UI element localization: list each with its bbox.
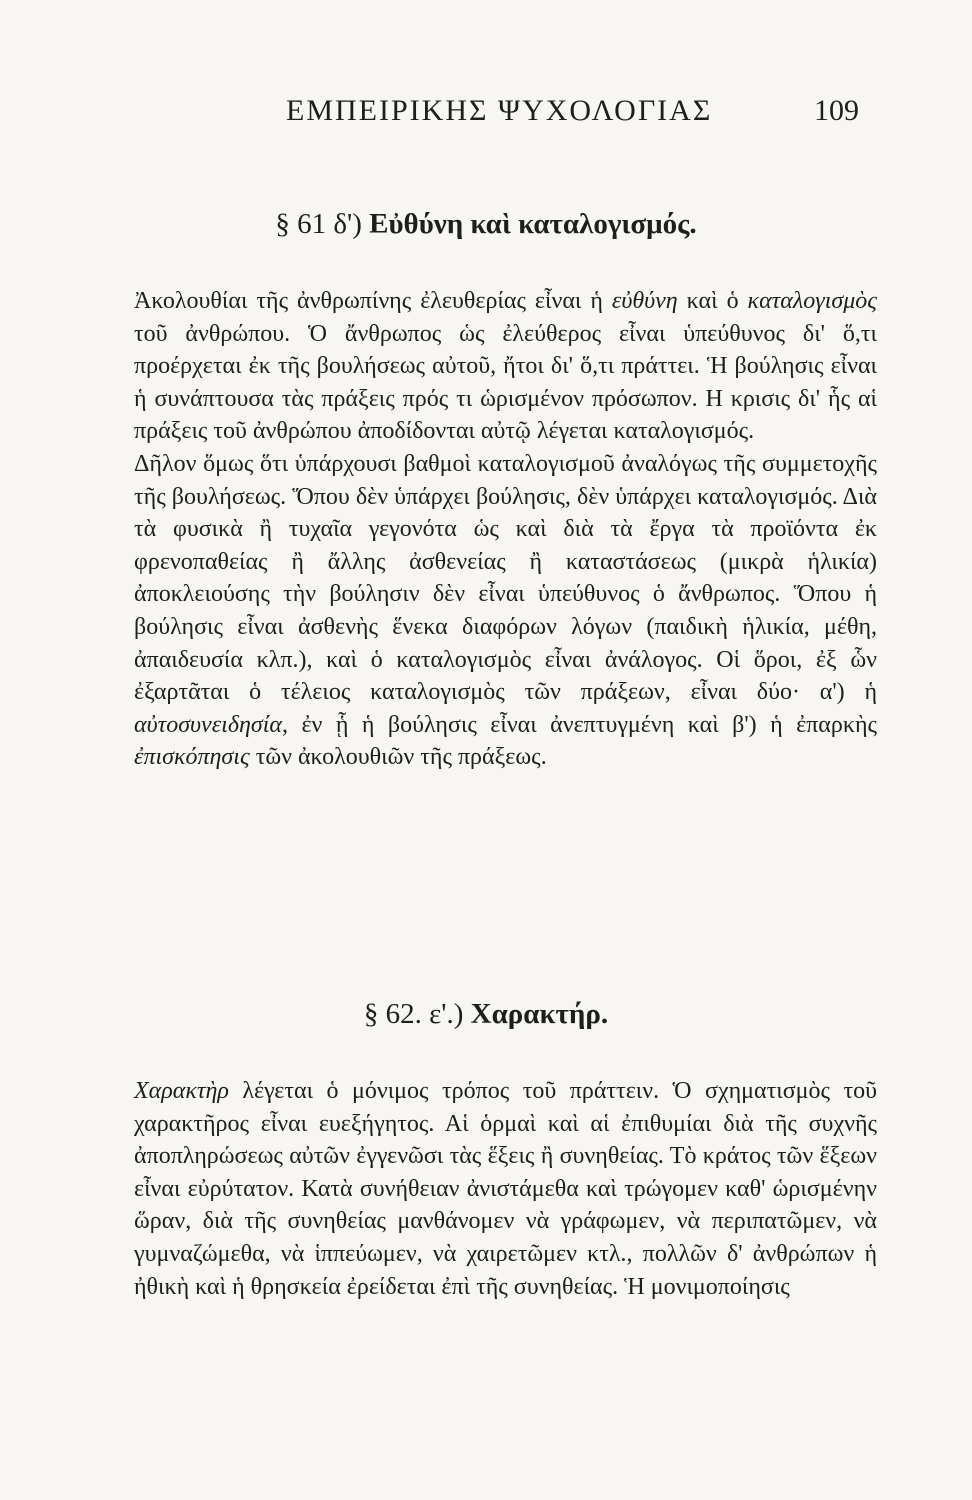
- running-title: ΕΜΠΕΙΡΙΚΗΣ ΨΥΧΟΛΟΓΙΑΣ: [286, 94, 713, 127]
- section-62-body: [134, 1075, 877, 1303]
- text-segment: Ἀκολουθίαι τῆς ἀνθρωπίνης ἐλευθερίας εἶναι ἡ: [134, 288, 612, 314]
- text-segment-italic: Χαρακτὴρ: [134, 1078, 229, 1104]
- text-segment-italic: αὐτοσυνειδησία: [134, 711, 282, 738]
- text-segment: Δῆλον ὅμως ὅτι ὑπάρχουσι βαθμοὶ καταλογισμοῦ ἀναλόγως τῆς συμμετοχῆς τῆς βουλήσεως. Ὅπου δὲν ὑπάρχει βούλησις, δὲν ὑπάρχει καταλογισμός. Διὰ τὰ φυσικὰ ἢ τυχαῖα γεγονότα ὡς καὶ διὰ τὰ ἔργα τὰ προϊόντα ἐκ φρενοπαθείας ἢ ἄλλης ἀσθενείας ἢ καταστάσεως (μικρὰ ἡλικία) ἀποκλειούσης τὴν βούλησιν δὲν εἶναι ὑπεύθυνος ὁ ἄνθρωπος. Ὅπου ἡ βούλησις εἶναι ἀσθενὴς ἕνεκα διαφόρων λόγων (παιδικὴ ἡλικία, μέθη, ἀπαιδευσία κλπ.), καὶ ὁ καταλογισμὸς εἶναι ἀνάλογος. Οἱ ὅροι, ἐξ ὧν ἐξαρτᾶται ὁ τέλειος καταλογισμὸς τῶν πράξεων, εἶναι δύο· α') ἡ: [134, 450, 877, 706]
- text-segment-italic: εὐθύνη: [611, 288, 678, 314]
- text-segment: τῶν ἀκολουθιῶν τῆς πράξεως.: [249, 744, 547, 771]
- running-head: [0, 94, 972, 134]
- section-61-title: Εὐθύνη καὶ καταλογισμός.: [369, 208, 697, 240]
- section-62-title: Χαρακτήρ.: [470, 998, 609, 1030]
- section-62-paragraph-1: [134, 1075, 877, 1303]
- text-segment: καὶ ὁ: [677, 288, 748, 314]
- text-segment-italic: καταλογισμὸς: [747, 288, 877, 314]
- section-62-number: § 62. ε'.): [363, 998, 464, 1030]
- page-number: 109: [814, 94, 859, 127]
- text-segment-italic: ἐπισκόπησις: [134, 744, 250, 771]
- text-segment: τοῦ ἀνθρώπου. Ὁ ἄνθρωπος ὡς ἐλεύθερος εἶναι ὑπεύθυνος δι' ὅ,τι προέρχεται ἐκ τῆς βουλήσεως αὐτοῦ, ἤτοι δι' ὅ,τι πράττει. Ἡ βούλησις εἶναι ἡ συνάπτουσα τὰς πράξεις πρός τι ὡρισμένον πρόσωπον. Η κρισις δι' ἧς αἱ πράξεις τοῦ ἀνθρώπου ἀποδίδονται αὐτῷ λέγεται καταλογισμός.: [134, 320, 877, 445]
- section-61-paragraph-1: [134, 285, 877, 448]
- text-segment: λέγεται ὁ μόνιμος τρόπος τοῦ πράττειν. Ὁ σχηματισμὸς τοῦ χαρακτῆρος εἶναι ευεξήγητος. Αἱ ὁρμαὶ καὶ αἱ ἐπιθυμίαι διὰ τῆς συχνῆς ἀποπληρώσεως αὐτῶν ἐγγενῶσι τὰς ἕξεις ἢ συνηθείας. Τὸ κράτος τῶν ἕξεων εἶναι εὐρύτατον. Κατὰ συνήθειαν ἀνιστάμεθα καὶ τρώγομεν καθ' ὡρισμένην ὥραν, διὰ τῆς συνηθείας μανθάνομεν νὰ γράφωμεν, νὰ περιπατῶμεν, νὰ γυμναζώμεθα, νὰ ἱππεύωμεν, νὰ χαιρετῶμεν κτλ., πολλῶν δ' ἀνθρώπων ἡ ἠθικὴ καὶ ἡ θρησκεία ἐρείδεται ἐπὶ τῆς συνηθείας. Ἡ μονιμοποίησις: [134, 1078, 877, 1300]
- section-61-number: § 61 δ'): [275, 208, 362, 240]
- section-61-heading: [0, 208, 972, 241]
- text-segment: , ἐν ᾗ ἡ βούλησις εἶναι ἀνεπτυγμένη καὶ β') ἡ ἐπαρκὴς: [282, 711, 877, 738]
- section-62-heading: [0, 998, 972, 1031]
- section-61-paragraph-2: [134, 448, 877, 774]
- section-61-body: [134, 285, 877, 774]
